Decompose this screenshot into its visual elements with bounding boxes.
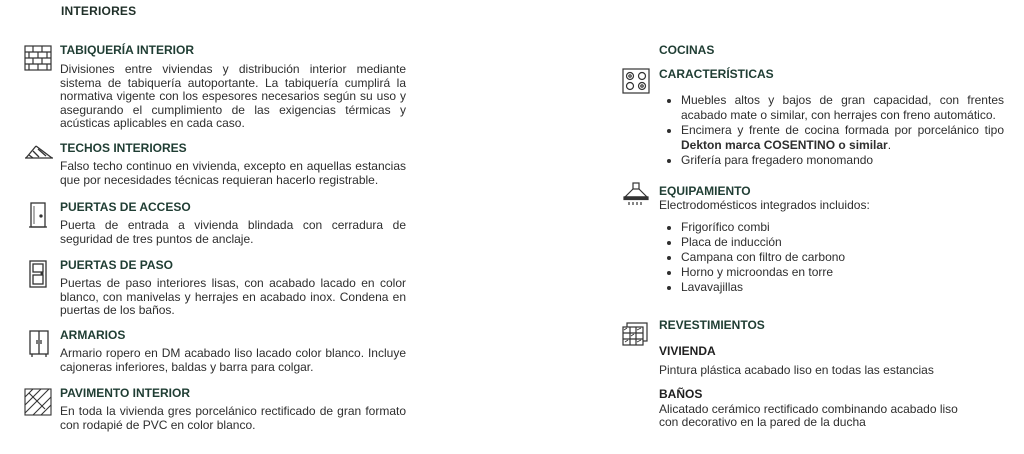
section-puertas-paso	[60, 258, 406, 318]
list-item: • Frigorífico combi	[681, 220, 1004, 235]
brick-wall-icon	[24, 45, 52, 71]
section-techos	[60, 141, 406, 187]
equipamiento-list	[659, 220, 1004, 295]
section-armarios	[60, 328, 406, 374]
tabiqueria-text: Divisiones entre viviendas y distribución interior mediante sistema de tabiquería autoportante. La tabiquería cumplirá la normativa vigente con los espesores necesarios según su uso y asegurando el cumplimiento de las exigencias térmicas y acústicas aplicables en cada caso.	[60, 62, 406, 130]
section-equipamiento	[659, 184, 1004, 295]
section-puertas-acceso	[60, 200, 406, 246]
banos-text: Alicatado cerámico rectificado combinando acabado liso con decorativo en la pared de la ducha	[659, 401, 958, 429]
list-item: • Encimera y frente de cocina formada por porcelánico tipo Dekton marca COSENTINO o similar.	[681, 123, 1004, 153]
interior-door-icon	[28, 260, 48, 288]
extractor-hood-icon	[622, 182, 650, 206]
caracteristicas-list	[659, 93, 1004, 168]
armarios-title: ARMARIOS	[60, 328, 126, 342]
vivienda-title: VIVIENDA	[659, 344, 716, 358]
section-cocinas	[659, 43, 1004, 60]
pavimento-title: PAVIMENTO INTERIOR	[60, 386, 191, 400]
revestimientos-title: REVESTIMIENTOS	[659, 318, 765, 332]
ceiling-icon	[24, 141, 54, 161]
list-item: • Grifería para fregadero monomando	[681, 153, 1004, 168]
armarios-text: Armario ropero en DM acabado liso lacado color blanco. Incluye cajoneras inferiores, baldas y barra para colgar.	[60, 346, 406, 374]
list-item: • Muebles altos y bajos de gran capacidad, con frentes acabado mate o similar, con herrajes con freno automático.	[681, 93, 1004, 123]
banos-title: BAÑOS	[659, 386, 703, 401]
techos-text: Falso techo continuo en vivienda, excepto en aquellas estancias que por necesidades técnicas requieran hacerlo registrable.	[60, 159, 406, 187]
section-tabiqueria	[60, 43, 406, 131]
puertas-paso-title: PUERTAS DE PASO	[60, 258, 173, 272]
list-item: • Campana con filtro de carbono	[681, 250, 1004, 265]
wall-tiles-icon	[622, 322, 648, 346]
pavimento-text: En toda la vivienda gres porcelánico rectificado de gran formato con rodapié de PVC en color blanco.	[60, 404, 406, 432]
techos-title: TECHOS INTERIORES	[60, 141, 187, 155]
list-item: • Horno y microondas en torre	[681, 265, 1004, 280]
tabiqueria-title: TABIQUERÍA INTERIOR	[60, 43, 194, 57]
list-item: • Lavavajillas	[681, 280, 1004, 295]
cocinas-title: COCINAS	[659, 43, 715, 57]
equipamiento-intro: Electrodomésticos integrados incluidos:	[659, 198, 870, 212]
list-item: • Placa de inducción	[681, 235, 1004, 250]
dekton-highlight: Dekton marca COSENTINO o similar	[681, 138, 888, 152]
vivienda-text: Pintura plástica acabado liso en todas las estancias	[659, 363, 934, 377]
puertas-acceso-text: Puerta de entrada a vivienda blindada con cerradura de seguridad de tres puntos de anclaje.	[60, 218, 406, 246]
entry-door-icon	[28, 202, 48, 228]
puertas-acceso-title: PUERTAS DE ACCESO	[60, 200, 191, 214]
floor-tiles-icon	[24, 388, 52, 416]
equipamiento-title: EQUIPAMIENTO	[659, 184, 751, 198]
caracteristicas-title: CARACTERÍSTICAS	[659, 67, 774, 81]
cooktop-icon	[622, 68, 650, 94]
section-caracteristicas	[659, 67, 1004, 168]
section-pavimento	[60, 386, 406, 432]
page-title: INTERIORES	[61, 4, 137, 18]
section-revestimientos	[659, 318, 1004, 430]
wardrobe-icon	[28, 330, 50, 358]
puertas-paso-text: Puertas de paso interiores lisas, con acabado lacado en color blanco, con manivelas y herrajes en acabado inox. Condena en puertas de los baños.	[60, 276, 406, 317]
